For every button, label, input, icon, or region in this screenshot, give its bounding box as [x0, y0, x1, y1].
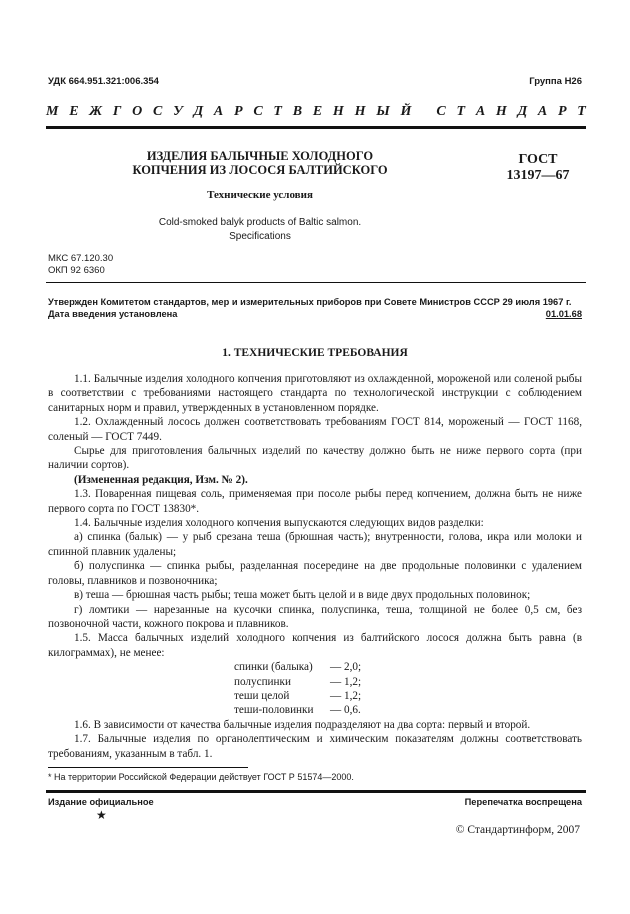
introduction-date-row — [48, 308, 582, 320]
banner-letter: Р — [557, 104, 567, 119]
paragraph-1-3: 1.3. Поваренная пищевая соль, применяемая при посоле рыбы перед копчением, должна быть не ниже первого сорта по ГОСТ 13830*. — [48, 488, 582, 515]
udk-code: УДК 664.951.321:006.354 — [48, 76, 159, 87]
cut-type-b: б) полуспинка — спинка рыбы, разделанная посередине на две продольные половинки с удалением головы, плавников и позвоночника; — [48, 560, 582, 587]
banner-letter: У — [173, 104, 183, 119]
okp-code: ОКП 92 6360 — [48, 265, 105, 276]
banner-letter: Д — [517, 104, 528, 119]
banner-letter: С — [436, 104, 446, 119]
paragraph-1-1: 1.1. Балычные изделия холодного копчения приготовляют из охлажденной, мороженой или соленой рыбы в соответствии с требованиями настоящего стандарта по технологической инструкции с соблюдением санитарных норм и правил, утвержденных в установленном порядке. — [48, 373, 582, 414]
approval-block — [48, 296, 582, 320]
gost-number — [498, 152, 578, 184]
mass-item-name: спинки (балыка) — [234, 661, 313, 674]
footer-rule — [46, 790, 586, 793]
english-title-line-2: Specifications — [229, 231, 291, 242]
banner-letter: А — [213, 104, 224, 119]
banner-letter: Е — [69, 104, 79, 119]
section-body — [48, 372, 582, 761]
group-code: Группа Н26 — [529, 76, 582, 87]
paragraph-raw-material: Сырье для приготовления балычных изделий по качеству должно быть не ниже первого сорта (при наличии сортов). — [48, 445, 582, 472]
banner-letter: Ж — [89, 104, 103, 119]
title-line-2: КОПЧЕНИЯ ИЗ ЛОСОСЯ БАЛТИЙСКОГО — [132, 163, 388, 177]
banner-letter — [422, 104, 426, 120]
english-title-line-1: Cold-smoked balyk products of Baltic salmon. — [158, 217, 362, 228]
footnote-rule — [48, 767, 248, 768]
copyright: © Стандартинформ, 2007 — [455, 824, 580, 836]
banner-letter: В — [292, 104, 303, 119]
cut-type-a: а) спинка (балык) — у рыб срезана теша (брюшная часть); внутренности, голова, икра или молоки и спинной плавник удалены; — [48, 531, 582, 558]
paragraph-1-5: 1.5. Масса балычных изделий холодного копчения из балтийского лосося должна быть равна (в килограммах), не менее: — [48, 632, 582, 659]
mass-item-name: полуспинки — [234, 675, 291, 688]
paragraph-1-7: 1.7. Балычные изделия по органолептическим и химическим показателям должны соответствовать требованиям, указанным в табл. 1. — [48, 733, 582, 760]
mks-code: МКС 67.120.30 — [48, 253, 114, 264]
document-subtitle: Технические условия — [207, 189, 313, 201]
official-edition: Издание официальное — [48, 797, 154, 807]
mass-item-value: — 0,6. — [330, 704, 361, 717]
banner-letter: С — [153, 104, 163, 119]
banner-letter: О — [132, 104, 143, 119]
codes-rule — [46, 282, 586, 283]
banner-letter: А — [475, 104, 486, 119]
mass-item-name: теши целой — [234, 689, 290, 702]
banner-letter: С — [253, 104, 263, 119]
classification-codes — [48, 253, 113, 277]
introduction-date: 01.01.68 — [545, 309, 582, 319]
banner-letter: А — [537, 104, 548, 119]
cut-type-v: в) теша — брюшная часть рыбы; теша может быть целой и в виде двух продольных половинок; — [74, 589, 531, 602]
banner-letter: Й — [400, 104, 412, 119]
banner-letter: Н — [354, 104, 366, 119]
banner-letter: Н — [332, 104, 344, 119]
approval-text: Утвержден Комитетом стандартов, мер и измерительных приборов при Совете Министров СССР 29 июля 1967 г. — [48, 297, 572, 307]
banner-letter: М — [46, 104, 59, 119]
banner-letter: Н — [495, 104, 507, 119]
header-rule — [46, 126, 586, 129]
cut-type-g: г) ломтики — нарезанные на кусочки спинка, полуспинка, теша, толщиной не более 0,5 см, без позвоночной части, кожного покрова и плавников. — [48, 603, 582, 630]
gost-label: ГОСТ — [518, 152, 558, 167]
star-icon: ★ — [96, 808, 107, 822]
banner-letter: Р — [234, 104, 243, 119]
banner-letter: Ы — [376, 104, 390, 119]
banner-letter: Т — [456, 104, 466, 119]
paragraph-1-4: 1.4. Балычные изделия холодного копчения выпускаются следующих видов разделки: — [74, 517, 484, 530]
banner-letter: Т — [577, 104, 586, 119]
paragraph-1-2: 1.2. Охлажденный лосось должен соответствовать требованиям ГОСТ 814, мороженый — ГОСТ 1168, соленый — ГОСТ 7449. — [48, 416, 582, 443]
banner-letter: Е — [312, 104, 323, 119]
interstate-standard-banner — [46, 104, 586, 120]
mass-list — [234, 660, 582, 718]
title-line-1: ИЗДЕЛИЯ БАЛЫЧНЫЕ ХОЛОДНОГО — [146, 149, 374, 163]
gost-code: 13197—67 — [506, 168, 570, 183]
section-title: 1. ТЕХНИЧЕСКИЕ ТРЕБОВАНИЯ — [222, 347, 408, 359]
banner-letter: Т — [273, 104, 282, 119]
amendment-note: (Измененная редакция, Изм. № 2). — [74, 473, 248, 486]
mass-item-value: — 1,2; — [330, 675, 362, 688]
paragraph-1-6: 1.6. В зависимости от качества балычные изделия подразделяют на два сорта: первый и второй. — [74, 718, 531, 731]
reprint-prohibited: Перепечатка воспрещена — [464, 797, 582, 807]
mass-item-name: теши-половинки — [234, 704, 314, 717]
document-title — [110, 149, 410, 177]
mass-item-value: — 2,0; — [330, 661, 362, 674]
mass-item-value: — 1,2; — [330, 689, 362, 702]
english-title — [110, 216, 410, 244]
banner-letter: Г — [112, 104, 122, 119]
introduction-date-label: Дата введения установлена — [48, 309, 178, 319]
footnote: * На территории Российской Федерации действует ГОСТ Р 51574—2000. — [48, 772, 354, 782]
banner-letter: Д — [193, 104, 204, 119]
